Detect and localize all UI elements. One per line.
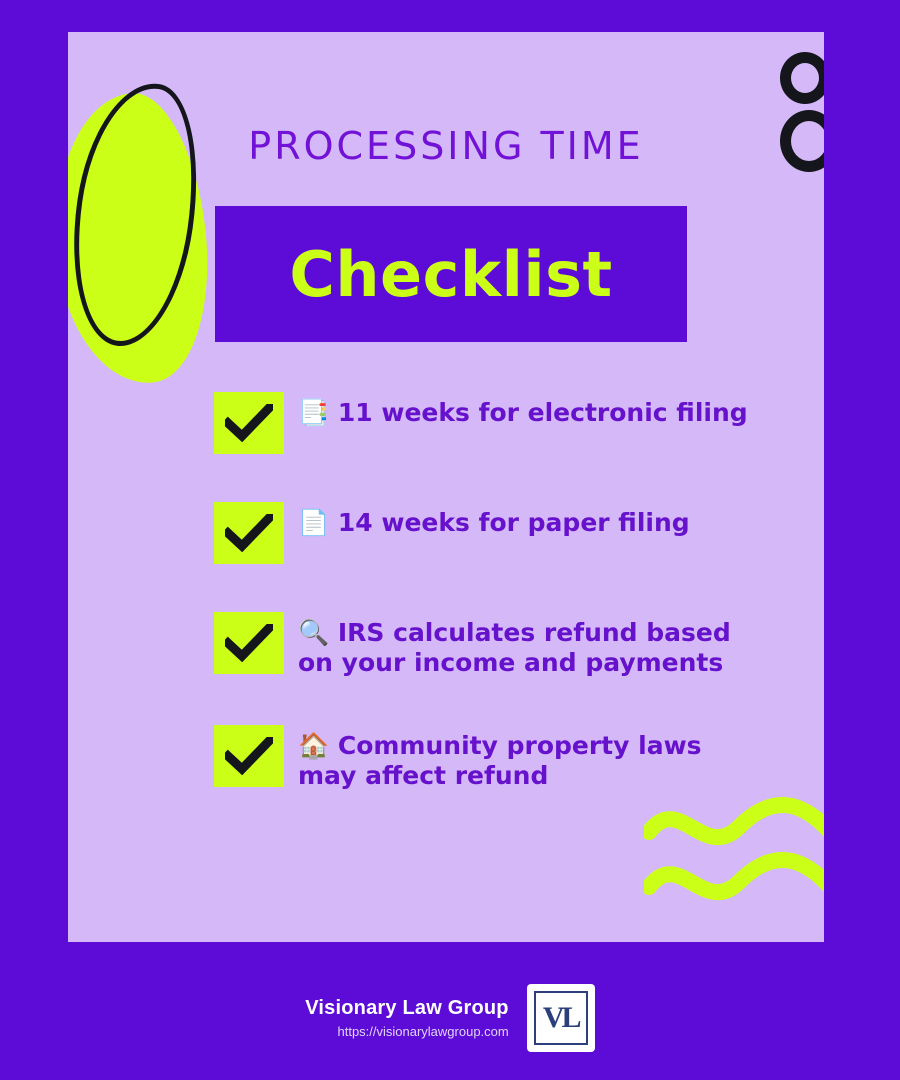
list-item-label: Community property laws may affect refund [298, 731, 702, 790]
list-item-text [298, 392, 748, 428]
logo [527, 984, 595, 1052]
list-item-label: IRS calculates refund based on your income and payments [298, 618, 731, 677]
list-item[interactable] [214, 502, 754, 564]
checkbox-checked-icon[interactable] [214, 725, 284, 787]
checkbox-checked-icon[interactable] [214, 612, 284, 674]
notepad-icon: 📑 [298, 398, 330, 427]
list-item-text [298, 612, 754, 677]
list-item[interactable] [214, 392, 754, 454]
list-item-text [298, 725, 754, 790]
logo-monogram: VL [534, 991, 588, 1045]
list-item[interactable] [214, 725, 754, 790]
footer [0, 984, 900, 1052]
checkbox-checked-icon[interactable] [214, 502, 284, 564]
list-item[interactable] [214, 612, 754, 677]
house-icon: 🏠 [298, 731, 330, 760]
magnifier-icon: 🔍 [298, 618, 330, 647]
list-item-label: 14 weeks for paper filing [337, 508, 690, 537]
brand-url[interactable]: https://visionarylawgroup.com [337, 1024, 509, 1039]
title-banner [215, 206, 687, 342]
list-item-label: 11 weeks for electronic filing [337, 398, 748, 427]
page-icon: 📄 [298, 508, 330, 537]
page-title: Checklist [289, 237, 613, 311]
decorative-ring-small [780, 52, 824, 104]
brand-name: Visionary Law Group [305, 997, 509, 1019]
list-item-text [298, 502, 690, 538]
poster-card [68, 32, 824, 942]
checkbox-checked-icon[interactable] [214, 392, 284, 454]
footer-text [305, 997, 508, 1039]
page-kicker: PROCESSING TIME [248, 124, 644, 168]
checklist [214, 392, 754, 838]
